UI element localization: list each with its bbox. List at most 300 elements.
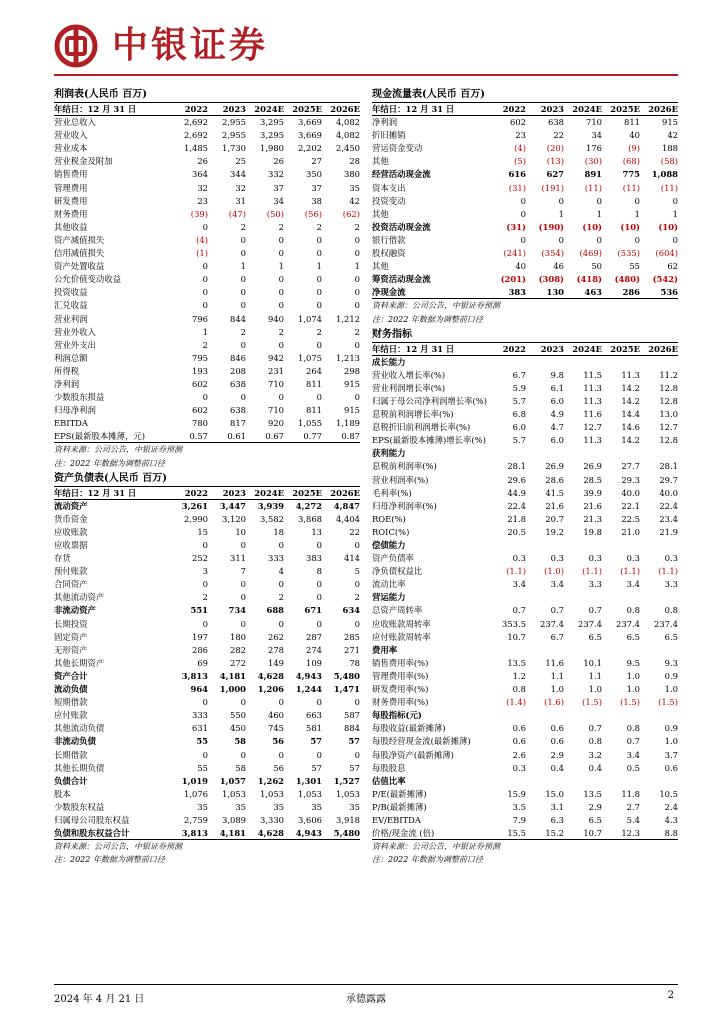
value-cell: 0.61 [227, 431, 246, 442]
value-cell: 26.9 [545, 461, 564, 472]
value-cell: 37 [273, 182, 284, 193]
value-cell: 811 [624, 117, 640, 128]
value-cell: 12.8 [659, 382, 678, 393]
value-cell: 2,759 [184, 814, 208, 825]
value-cell: 0 [316, 749, 322, 760]
row-label: 短期借款 [54, 697, 88, 708]
row-label: EPS(最新股本摊薄)增长率(%) [372, 435, 486, 446]
value-cell: 920 [268, 418, 284, 429]
table-row [54, 247, 360, 260]
value-cell: 34 [591, 130, 602, 141]
value-cell: 78 [349, 657, 360, 668]
value-cell: 0 [354, 618, 360, 629]
value-cell: 0 [240, 618, 246, 629]
value-cell: 0 [202, 221, 208, 232]
year-header: 2022 [184, 487, 208, 498]
table-row [54, 208, 360, 221]
table-row [54, 182, 360, 195]
value-cell: 0 [354, 300, 360, 311]
value-cell: 332 [268, 169, 284, 180]
value-cell: 581 [306, 723, 322, 734]
table-row [54, 513, 360, 526]
value-cell: 811 [306, 405, 322, 416]
table-row [54, 500, 360, 513]
value-cell: 796 [192, 313, 208, 324]
value-cell: 23 [515, 130, 526, 141]
value-cell: 671 [304, 605, 322, 616]
value-cell: 1,213 [336, 352, 360, 363]
value-cell: 1.0 [626, 684, 640, 695]
value-cell: 252 [192, 553, 208, 564]
value-cell: (469) [579, 248, 602, 259]
value-cell: 0.6 [664, 762, 678, 773]
row-label: P/B(最新摊薄) [372, 801, 427, 812]
value-cell: 0.3 [664, 553, 678, 564]
value-cell: (11) [584, 182, 602, 193]
value-cell: 262 [268, 631, 284, 642]
cashflow-note: 注：2022 年数据为调整前口径 [372, 314, 483, 324]
value-cell: 3,939 [257, 500, 284, 511]
value-cell: 58 [235, 762, 246, 773]
table-row [54, 618, 360, 631]
row-label: 营运资金变动 [372, 143, 423, 154]
value-cell: 3.5 [512, 801, 526, 812]
value-cell: 3,120 [222, 513, 246, 524]
value-cell: (1.1) [582, 566, 602, 577]
value-cell: 780 [192, 418, 208, 429]
value-cell: 1,980 [260, 143, 284, 154]
table-row [54, 378, 360, 391]
value-cell: 1,485 [184, 143, 208, 154]
value-cell: 3.4 [626, 579, 640, 590]
value-cell: 0 [316, 248, 322, 259]
value-cell: 14.6 [621, 422, 640, 433]
value-cell: 193 [192, 365, 208, 376]
row-label: 流动资产 [54, 500, 88, 511]
value-cell: 8 [316, 566, 322, 577]
value-cell: 3,669 [298, 117, 322, 128]
value-cell: 2,692 [184, 130, 208, 141]
value-cell: 3.3 [664, 579, 678, 590]
balance-note: 注：2022 年数据为调整前口径 [54, 855, 165, 865]
value-cell: 0.3 [512, 762, 526, 773]
value-cell: 22.4 [507, 500, 526, 511]
value-cell: 536 [660, 287, 678, 298]
value-cell: 0 [240, 300, 246, 311]
table-row [54, 644, 360, 657]
value-cell: 2,990 [184, 513, 208, 524]
value-cell: 1 [596, 208, 602, 219]
value-cell: 21.0 [621, 526, 640, 537]
value-cell: (308) [538, 274, 564, 285]
value-cell: 56 [272, 736, 284, 747]
value-cell: 20.7 [545, 513, 564, 524]
value-cell: 0 [278, 234, 284, 245]
table-row [54, 391, 360, 404]
table-row [54, 430, 360, 443]
value-cell: 460 [268, 710, 284, 721]
value-cell: 57 [310, 736, 322, 747]
year-header: 2026E [330, 104, 360, 114]
value-cell: 734 [228, 605, 246, 616]
value-cell: 10.1 [583, 657, 602, 668]
table-row [54, 657, 360, 670]
section-row [372, 775, 678, 788]
value-cell: 1.0 [550, 684, 564, 695]
value-cell: 2 [354, 221, 360, 232]
value-cell: 1,075 [298, 352, 322, 363]
section-row [372, 539, 678, 552]
value-cell: 663 [306, 710, 322, 721]
value-cell: 272 [230, 657, 246, 668]
value-cell: 2 [240, 221, 246, 232]
brand-name: 中银证券 [112, 25, 269, 66]
value-cell: 0 [316, 287, 322, 298]
value-cell: 4.9 [550, 409, 564, 420]
value-cell: 18 [273, 526, 284, 537]
row-label: 净负债权益比 [372, 566, 423, 577]
footer-title: 承德露露 [346, 994, 386, 1005]
row-label: 财务费用率(%) [372, 697, 429, 708]
table-row [372, 526, 678, 539]
value-cell: 2,692 [184, 117, 208, 128]
row-label: 获利能力 [372, 448, 406, 459]
value-cell: 846 [230, 352, 246, 363]
value-cell: 414 [344, 553, 360, 564]
row-label: 经营活动现金流 [372, 169, 431, 180]
row-label: 每股股息 [372, 762, 406, 773]
value-cell: 282 [230, 644, 246, 655]
value-cell: 6.5 [588, 631, 602, 642]
ratios-note: 注：2022 年数据为调整前口径 [372, 855, 483, 865]
section-row [372, 644, 678, 657]
value-cell: 0 [354, 234, 360, 245]
row-label: 净利润 [54, 378, 80, 389]
value-cell: 1 [354, 261, 360, 272]
page-header [54, 22, 678, 82]
table-row [54, 273, 360, 286]
value-cell: 3,295 [260, 117, 284, 128]
value-cell: 1,019 [181, 775, 208, 786]
table-row [54, 195, 360, 208]
value-cell: 0 [240, 579, 246, 590]
value-cell: 795 [192, 352, 208, 363]
value-cell: 285 [344, 631, 360, 642]
value-cell: 884 [344, 723, 360, 734]
row-label: 股本 [54, 788, 71, 799]
value-cell: 4,404 [336, 513, 360, 524]
table-row [372, 168, 678, 181]
row-label: 每股指标(元) [372, 710, 422, 721]
value-cell: 278 [268, 644, 284, 655]
value-cell: 602 [192, 405, 208, 416]
value-cell: 55 [629, 261, 640, 272]
value-cell: 0 [316, 540, 322, 550]
value-cell: 745 [268, 723, 284, 734]
value-cell: 0 [316, 234, 322, 245]
row-label: 归母净利润率(%) [372, 500, 437, 511]
value-cell: 4,181 [219, 828, 246, 839]
header-label: 年结日：12 月 31 日 [54, 487, 137, 498]
value-cell: 0.8 [512, 684, 526, 695]
value-cell: 0 [316, 274, 322, 285]
table-row [54, 286, 360, 299]
value-cell: 35 [273, 801, 284, 812]
value-cell: 180 [230, 631, 246, 642]
year-header: 2025E [610, 104, 640, 114]
value-cell: 3,813 [181, 670, 208, 681]
year-header: 2026E [648, 343, 678, 354]
table-row [54, 801, 360, 814]
table-row [54, 788, 360, 801]
value-cell: 2.7 [626, 801, 640, 812]
value-cell: 10.5 [659, 788, 678, 799]
value-cell: 57 [349, 762, 360, 773]
table-row [372, 801, 678, 814]
value-cell: 11.2 [659, 369, 678, 380]
row-label: 利润总额 [54, 352, 88, 363]
value-cell: 1 [240, 261, 246, 272]
row-label: 其他流动负债 [54, 723, 105, 734]
value-cell: (1.5) [582, 697, 602, 708]
value-cell: 35 [349, 182, 360, 193]
value-cell: (1.4) [506, 697, 526, 708]
value-cell: 1,053 [260, 788, 284, 799]
row-label: 息税前利润率(%) [372, 461, 437, 472]
table-row [372, 182, 678, 195]
value-cell: 26 [197, 156, 208, 167]
row-label: 公允价值变动收益 [54, 274, 121, 285]
value-cell: 1,244 [295, 684, 322, 695]
value-cell: 710 [268, 378, 284, 389]
value-cell: 38 [311, 195, 322, 206]
table-row [372, 286, 678, 299]
value-cell: 638 [230, 405, 246, 416]
table-row [372, 221, 678, 234]
value-cell: 5 [354, 566, 360, 577]
value-cell: (30) [584, 156, 602, 167]
row-label: 财务费用 [54, 208, 88, 219]
row-label: 营业收入增长率(%) [372, 369, 446, 380]
table-row [372, 788, 678, 801]
table-row [54, 604, 360, 617]
section-row [372, 447, 678, 460]
value-cell: 2 [202, 592, 208, 603]
value-cell: (1.1) [506, 566, 526, 577]
table-row [54, 565, 360, 578]
value-cell: 28.1 [659, 461, 678, 472]
value-cell: 333 [192, 710, 208, 721]
value-cell: 7 [240, 566, 246, 577]
value-cell: 57 [348, 736, 360, 747]
value-cell: 0 [354, 339, 360, 350]
value-cell: 11.3 [583, 395, 602, 406]
value-cell: 286 [622, 287, 640, 298]
section-row [372, 709, 678, 722]
value-cell: 915 [344, 378, 360, 389]
value-cell: 0 [354, 248, 360, 259]
row-label: 资产处置收益 [54, 261, 105, 272]
year-header: 2025E [292, 487, 322, 498]
table-row [54, 129, 360, 142]
row-label: 成长能力 [372, 356, 406, 367]
year-header: 2023 [540, 104, 564, 114]
value-cell: 0 [240, 749, 246, 760]
table-row [372, 552, 678, 565]
table-row [372, 762, 678, 775]
row-label: 资产负债率 [372, 553, 414, 564]
value-cell: (190) [538, 221, 564, 232]
row-label: 营业成本 [54, 143, 88, 154]
value-cell: 2,955 [222, 130, 246, 141]
value-cell: (11) [622, 182, 640, 193]
value-cell: 10.7 [583, 828, 602, 839]
row-label: 少数股东损益 [54, 392, 105, 403]
value-cell: 550 [230, 710, 246, 721]
value-cell: 2,955 [222, 117, 246, 128]
row-label: ROE(%) [372, 513, 406, 524]
value-cell: (191) [541, 182, 564, 193]
row-label: 息税前利润增长率(%) [372, 409, 454, 420]
row-label: 所得税 [54, 365, 80, 376]
table-row [54, 775, 360, 788]
value-cell: 1,206 [257, 684, 284, 695]
value-cell: 0.7 [550, 605, 564, 616]
table-row [54, 221, 360, 234]
value-cell: 22 [349, 526, 360, 537]
value-cell: 3.4 [550, 579, 564, 590]
value-cell: (241) [503, 248, 526, 259]
value-cell: 0 [202, 618, 208, 629]
row-label: 管理费用率(%) [372, 670, 429, 681]
value-cell: 1.1 [588, 670, 602, 681]
table-row [54, 631, 360, 644]
value-cell: 6.7 [512, 369, 526, 380]
row-label: 营业收入 [54, 130, 88, 141]
year-header: 2025E [610, 343, 640, 354]
row-label: 折旧摊销 [372, 130, 406, 141]
value-cell: 23.4 [659, 513, 678, 524]
value-cell: 9.3 [664, 657, 678, 668]
value-cell: 37 [311, 182, 322, 193]
table-row [372, 657, 678, 670]
value-cell: (56) [304, 208, 322, 219]
value-cell: 0 [202, 540, 208, 550]
row-label: 归母净利润 [54, 405, 96, 416]
value-cell: 42 [349, 195, 360, 206]
value-cell: 0 [240, 540, 246, 550]
value-cell: 0 [316, 339, 322, 350]
value-cell: 2,450 [336, 143, 360, 154]
value-cell: 1,730 [222, 143, 246, 154]
table-row [372, 195, 678, 208]
value-cell: 14.2 [621, 382, 640, 393]
value-cell: 450 [230, 723, 246, 734]
table-row [372, 116, 678, 129]
value-cell: 14.4 [621, 409, 640, 420]
value-cell: (542) [652, 274, 678, 285]
row-label: 筹资活动现金流 [372, 274, 431, 285]
value-cell: 0 [202, 287, 208, 298]
row-label: 汇兑收益 [54, 300, 88, 311]
value-cell: 0.8 [626, 723, 640, 734]
value-cell: 3,813 [181, 828, 208, 839]
value-cell: 551 [190, 605, 208, 616]
value-cell: 27.7 [621, 461, 640, 472]
value-cell: 3,447 [219, 500, 246, 511]
table-row [54, 722, 360, 735]
value-cell: 13.5 [507, 657, 526, 668]
value-cell: 0 [202, 392, 208, 403]
row-label: 归属母公司股东权益 [54, 814, 130, 825]
right-column [372, 86, 678, 866]
value-cell: 1,053 [222, 788, 246, 799]
value-cell: 0.7 [588, 723, 602, 734]
value-cell: (1.5) [620, 697, 640, 708]
value-cell: 23 [197, 195, 208, 206]
table-row [372, 722, 678, 735]
table-row [372, 273, 678, 286]
cashflow-title: 现金流量表(人民币 百万) [372, 86, 678, 103]
row-label: 营运能力 [372, 592, 406, 603]
value-cell: 0.9 [664, 670, 678, 681]
value-cell: 0 [240, 339, 246, 350]
header-label: 年结日：12 月 31 日 [372, 343, 455, 354]
value-cell: 35 [349, 801, 360, 812]
year-header: 2025E [292, 104, 322, 114]
value-cell: 31 [235, 195, 246, 206]
value-cell: 4,943 [295, 828, 322, 839]
value-cell: 4,181 [219, 670, 246, 681]
table-row [372, 500, 678, 513]
row-label: 净现金流 [372, 287, 406, 298]
row-label: 其他流动资产 [54, 592, 105, 603]
value-cell: 4,272 [295, 500, 322, 511]
value-cell: 2,202 [298, 143, 322, 154]
value-cell: (418) [576, 274, 602, 285]
value-cell: 2 [354, 326, 360, 337]
value-cell: 22.4 [659, 500, 678, 511]
value-cell: 3,582 [260, 513, 284, 524]
value-cell: 6.3 [550, 814, 564, 825]
value-cell: 13 [311, 526, 322, 537]
row-label: 无形资产 [54, 644, 88, 655]
row-label: 其他长期负债 [54, 762, 105, 773]
table-header-row [372, 103, 678, 116]
financial-ratios [372, 326, 678, 867]
income-source: 资料来源：公司公告，中银证券预测 [54, 445, 182, 455]
value-cell: 0 [278, 339, 284, 350]
value-cell: 333 [268, 553, 284, 564]
row-label: 应付账款周转率 [372, 631, 431, 642]
value-cell: 27 [311, 156, 322, 167]
row-label: 其他长期资产 [54, 657, 105, 668]
row-label: 息税折旧前利润增长率(%) [372, 422, 471, 433]
value-cell: 7.9 [512, 814, 526, 825]
value-cell: 1,527 [333, 775, 360, 786]
table-row [54, 709, 360, 722]
row-label: 银行借款 [372, 234, 406, 245]
table-row [54, 155, 360, 168]
row-label: 每股收益(最新摊薄) [372, 723, 446, 734]
value-cell: 3,089 [222, 814, 246, 825]
left-column [54, 86, 360, 866]
value-cell: 12.3 [621, 828, 640, 839]
value-cell: 0 [240, 248, 246, 259]
value-cell: 0 [240, 592, 246, 603]
table-row [372, 827, 678, 840]
table-row [372, 683, 678, 696]
